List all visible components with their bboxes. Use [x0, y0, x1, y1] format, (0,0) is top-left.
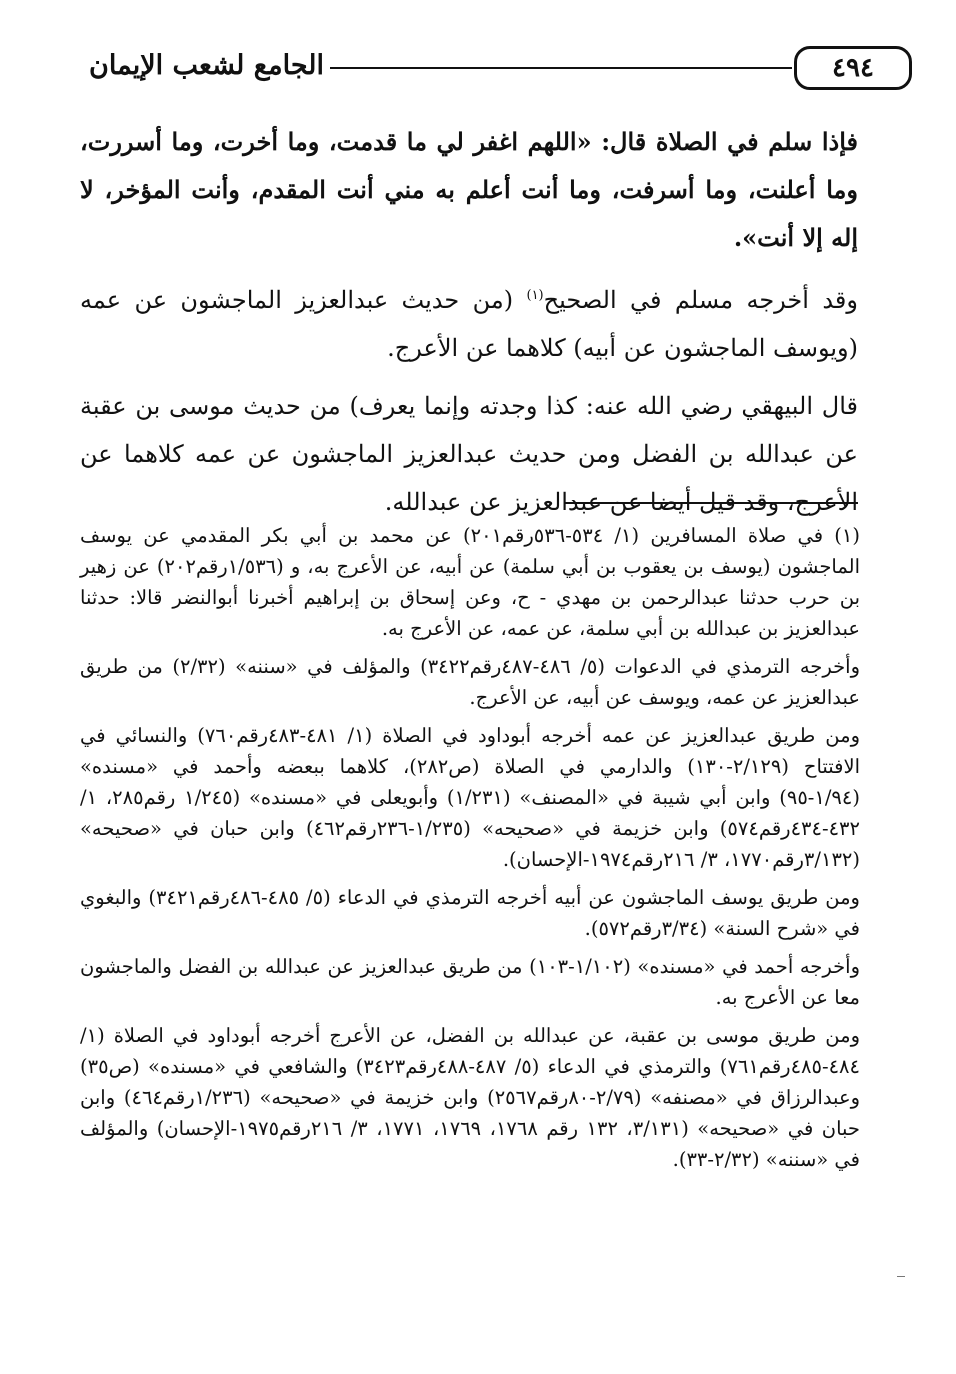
margin-mark	[897, 1276, 905, 1277]
running-title: الجامع لشعب الإيمان	[89, 50, 324, 81]
paragraph-takhrij-lead: وقد أخرجه مسلم في الصحيح	[543, 286, 858, 314]
page-number: ٤٩٤	[832, 53, 874, 83]
page-number-badge	[794, 46, 912, 90]
main-text	[80, 118, 858, 536]
page-header	[62, 40, 874, 100]
footnote-separator	[565, 502, 858, 504]
footnote-reference: (١)	[526, 288, 544, 303]
footnotes	[80, 520, 860, 1182]
paragraph-bayhaqi: قال البيهقي رضي الله عنه: كذا وجدته وإنما يعرف) من حديث موسى بن عقبة عن عبدالله بن الفضل ومن حديث عبدالعزيز الماجشون عن عمه كلاهما عن الأعرج، وقد قيل أيضا عن عبدالعزيز عن عبدالله.	[80, 392, 858, 516]
footnote-paragraph: وأخرجه أحمد في «مسنده» (١/١٠٢-١٠٣) من طريق عبدالعزيز عن عبدالله بن الفضل والماجشون معا عن الأعرج به.	[80, 955, 860, 1009]
footnote-paragraph: ومن طريق عبدالعزيز عن عمه أخرجه أبوداود في الصلاة (١/ ٤٨١-٤٨٣رقم٧٦٠) والنسائي في الافتتاح (٢/١٢٩-١٣٠) والدارمي في الصلاة (ص٢٨٢)، كلاهما ببعضه وأحمد في «مسنده» (١/٩٤-٩٥) وابن أبي شيبة في «المصنف» (١/٢٣١) وأبويعلى في «مسنده» (١/٢٤٥ رقم٢٨٥، ١/ ٤٣٢-٤٣٤رقم٥٧٤) وابن خزيمة في «صحيحه» (١/٢٣٥-٢٣٦رقم٤٦٢) وابن حبان في «صحيحه» (٣/١٣٢رقم١٧٧٠، ٣/ ٢١٦رقم١٩٧٤-الإحسان).	[80, 724, 861, 871]
header-rule	[330, 67, 792, 69]
footnote-paragraph: ومن طريق موسى بن عقبة، عن عبدالله بن الفضل، عن الأعرج أخرجه أبوداود في الصلاة (١/ ٤٨٤-٤٨٥رقم٧٦١) والترمذي في الدعاء (٥/ ٤٨٧-٤٨٨رقم٣٤٢٣) والشافعي في «مسنده» (ص٣٥) وعبدالرزاق في «مصنفه» (٢/٧٩-٨٠رقم٢٥٦٧) وابن خزيمة في «صحيحه» (١/٢٣٦رقم٤٦٤) وابن حبان في «صحيحه» (٣/١٣١، ١٣٢ رقم ١٧٦٨، ١٧٦٩، ١٧٧١، ٣/ ٢١٦رقم١٩٧٥-الإحسان) والمؤلف في «سننه» (٢/٣٢-٣٣).	[80, 1024, 860, 1171]
paragraph-takhrij	[80, 276, 858, 372]
paragraph-takhrij-rest: (من حديث عبدالعزيز الماجشون عن عمه (ويوسف الماجشون عن أبيه) كلاهما عن الأعرج.	[80, 286, 858, 362]
footnote-paragraph: وأخرجه الترمذي في الدعوات (٥/ ٤٨٦-٤٨٧رقم٣٤٢٢) والمؤلف في «سننه» (٢/٣٢) من طريق عبدالعزيز عن عمه، ويوسف عن أبيه، عن الأعرج.	[80, 655, 860, 709]
footnote-paragraph: (١) في صلاة المسافرين (١/ ٥٣٤-٥٣٦رقم٢٠١) عن محمد بن أبي بكر المقدمي عن يوسف الماجشون (يوسف بن يعقوب بن أبي سلمة) عن أبيه، عن الأعرج به، و (١/٥٣٦رقم٢٠٢) عن زهير بن حرب حدثنا عبدالرحمن بن مهدي - ح، وعن إسحاق بن إبراهيم أخبرنا أبوالنضر قالا: حدثنا عبدالعزيز بن عبدالله بن أبي سلمة، عن عمه، عن الأعرج به.	[80, 524, 860, 640]
paragraph-hadith: فإذا سلم في الصلاة قال: «اللهم اغفر لي ما قدمت، وما أخرت، وما أسررت، وما أعلنت، وما أسرفت، وما أنت أعلم به مني أنت المقدم، وأنت المؤخر، لا إله إلا أنت».	[80, 127, 858, 252]
footnote-paragraph: ومن طريق يوسف الماجشون عن أبيه أخرجه الترمذي في الدعاء (٥/ ٤٨٥-٤٨٦رقم٣٤٢١) والبغوي في «شرح السنة» (٣/٣٤رقم٥٧٢).	[80, 886, 860, 940]
